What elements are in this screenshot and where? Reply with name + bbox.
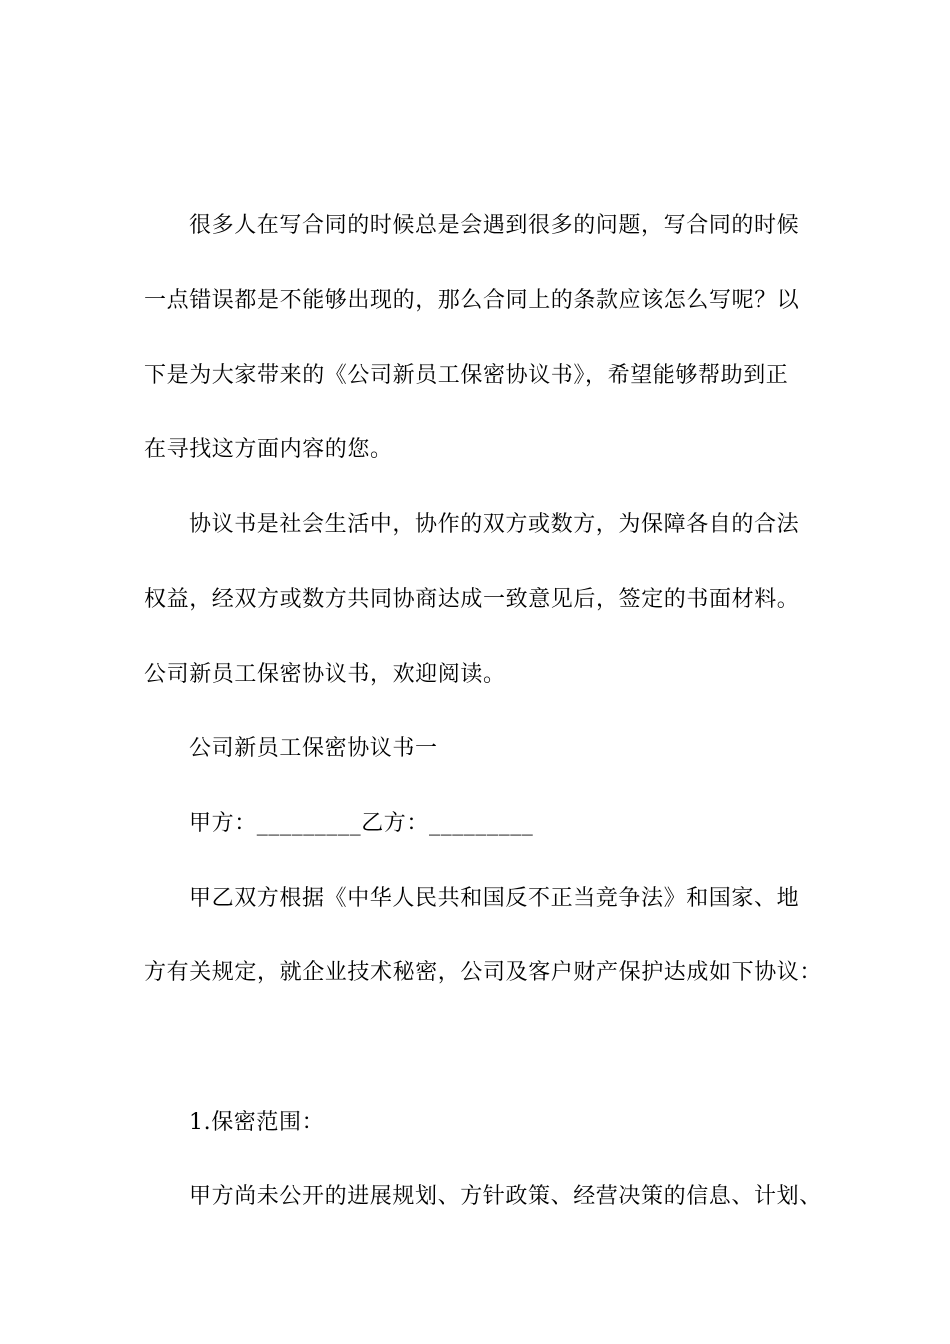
definition-line-3: 公司新员工保密协议书，欢迎阅读。 [144, 662, 506, 687]
intro-line-4: 在寻找这方面内容的您。 [144, 437, 393, 462]
definition-line-2: 权益，经双方或数方共同协商达成一致意见后，签定的书面材料。 [144, 587, 800, 612]
parties-line: 甲方：_________乙方：_________ [189, 811, 534, 836]
scope-line-1: 甲方尚未公开的进展规划、方针政策、经营决策的信息、计划、 [189, 1184, 822, 1209]
intro-line-2: 一点错误都是不能够出现的，那么合同上的条款应该怎么写呢？以 [144, 288, 800, 313]
section-heading: 1.保密范围： [189, 1110, 325, 1135]
agreement-title: 公司新员工保密协议书一 [189, 736, 438, 761]
intro-line-1: 很多人在写合同的时候总是会遇到很多的问题，写合同的时候 [189, 213, 800, 238]
intro-line-3: 下是为大家带来的《公司新员工保密协议书》，希望能够帮助到正 [144, 363, 789, 388]
preamble-line-1: 甲乙双方根据《中华人民共和国反不正当竞争法》和国家、地 [189, 886, 800, 911]
definition-line-1: 协议书是社会生活中，协作的双方或数方，为保障各自的合法 [189, 512, 800, 537]
preamble-line-2: 方有关规定，就企业技术秘密，公司及客户财产保护达成如下协议： [144, 960, 823, 985]
